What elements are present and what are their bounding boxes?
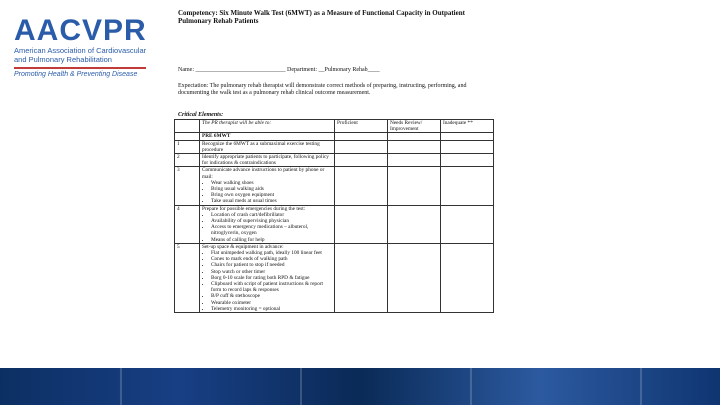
bullet-item: • Take usual meds at usual times [211, 198, 332, 204]
bullet-item: • Telemetry monitoring = optional [211, 306, 332, 312]
table-row [175, 154, 494, 167]
row-number: 2 [175, 154, 200, 167]
logo-org-line1: American Association of Cardiovascular [14, 46, 147, 55]
table-row [175, 243, 494, 312]
row-task-text: Communicate advance instructions to patient by phone or mail: [202, 167, 325, 180]
header-inadequate: Inadequate ** [441, 120, 494, 133]
header-needs-review: Needs Review/ Improvement [388, 120, 441, 133]
row-task [200, 167, 335, 205]
rating-cell[interactable] [335, 243, 388, 312]
row-bullets [202, 250, 332, 312]
bullet-item: • Bring usual walking aids [211, 186, 332, 192]
rating-cell[interactable] [388, 167, 441, 205]
table-row [175, 140, 494, 153]
bullet-item: • Availability of supervising physician [211, 218, 332, 224]
rating-cell[interactable] [388, 205, 441, 243]
table-row [175, 205, 494, 243]
row-task [200, 154, 335, 167]
logo-mark: AACVPR [14, 14, 147, 47]
logo-tagline: Promoting Health & Preventing Disease [14, 71, 138, 78]
row-task-text: Set-up space & equipment in advance: [202, 243, 284, 250]
table-header-row [175, 120, 494, 133]
row-bullets [202, 212, 332, 243]
row-number: 5 [175, 243, 200, 312]
row-task [200, 140, 335, 153]
bullet-item: • Flat unimpeded walking path, ideally 100 linear feet [211, 250, 332, 256]
expectation-text: Expectation: The pulmonary rehab therapist will demonstrate correct methods of preparing, instructing, performing, and documenting the walk test as a pulmonary rehab clinical outcome measurement. [178, 83, 467, 96]
bullet-item: • Clipboard with script of patient instructions & report form to record laps & responses [211, 281, 332, 293]
bullet-item: • Borg 0-10 scale for rating both RPD & fatigue [211, 275, 332, 281]
bullet-item: • Wear walking shoes [211, 180, 332, 186]
rating-cell[interactable] [441, 154, 494, 167]
row-task-text: Identify appropriate patients to participate, following policy for indications & contraindications [202, 154, 329, 167]
table-row [175, 167, 494, 205]
rating-cell[interactable] [335, 140, 388, 153]
header-proficient: Proficient [335, 120, 388, 133]
section-row [175, 133, 494, 140]
row-number: 1 [175, 140, 200, 153]
competency-title: Competency: Six Minute Walk Test (6MWT) as a Measure of Functional Capacity in Outpatient Pulmonary Rehab Patients [178, 9, 465, 25]
row-bullets [202, 180, 332, 205]
bullet-item: • Location of crash cart/defibrillator [211, 212, 332, 218]
row-number: 4 [175, 205, 200, 243]
bullet-item: • Cones to mark ends of walking path [211, 256, 332, 262]
bullet-item: • Chairs for patient to stop if needed [211, 262, 332, 268]
section-label: PRE 6MWT [200, 133, 335, 140]
bullet-item: • Wearable oximeter [211, 300, 332, 306]
rating-cell[interactable] [335, 205, 388, 243]
bullet-item: • Access to emergency medications – albuterol, nitroglycerin, oxygen [211, 224, 332, 236]
rating-cell[interactable] [441, 140, 494, 153]
rating-cell[interactable] [388, 154, 441, 167]
row-task [200, 205, 335, 243]
rating-cell[interactable] [441, 167, 494, 205]
rating-cell[interactable] [388, 243, 441, 312]
row-number: 3 [175, 167, 200, 205]
aacvpr-logo [14, 16, 164, 78]
header-task: The PR therapist will be able to: [200, 120, 335, 133]
rating-cell[interactable] [441, 243, 494, 312]
rating-cell[interactable] [388, 140, 441, 153]
rating-cell[interactable] [335, 167, 388, 205]
bullet-item: • Stop watch or other timer [211, 269, 332, 275]
critical-elements-heading: Critical Elements: [178, 112, 224, 118]
bullet-item: • Means of calling for help [211, 237, 332, 243]
critical-elements-table [174, 119, 494, 313]
name-department-line: Name: ______________________________ Department: __Pulmonary Rehab____ [178, 67, 380, 73]
logo-rule [14, 67, 146, 69]
row-task-text: Recognize the 6MWT as a submaximal exercise testing procedure [202, 140, 320, 153]
row-task [200, 243, 335, 312]
rating-cell[interactable] [335, 154, 388, 167]
table-body [175, 140, 494, 312]
rating-cell[interactable] [441, 205, 494, 243]
bullet-item: • Bring own oxygen equipment [211, 192, 332, 198]
logo-org-line2: and Pulmonary Rehabilitation [14, 55, 112, 64]
footer-banner [0, 368, 720, 405]
row-task-text: Prepare for possible emergencies during the test: [202, 205, 306, 212]
bullet-item: • B/P cuff & stethoscope [211, 293, 332, 299]
